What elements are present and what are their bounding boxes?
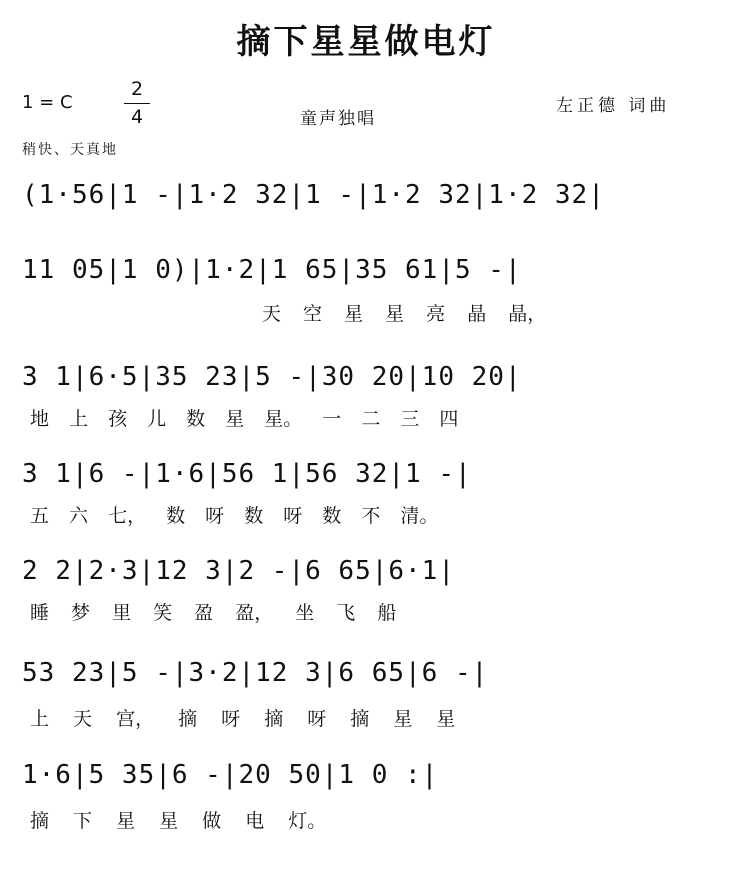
meter-top: 2 xyxy=(130,78,144,100)
tempo-marking: 稍快、天真地 xyxy=(22,142,118,158)
key-signature: 1 = C xyxy=(22,92,73,113)
lyrics: 上 天 宫， 摘 呀 摘 呀 摘 星 星 xyxy=(30,708,456,730)
score-line-2 xyxy=(0,255,732,325)
score-line-3 xyxy=(0,362,732,430)
notation: 2 2|2·3|12 3|2 -|6 65|6·1| xyxy=(22,556,455,586)
notation: 1·6|5 35|6 -|20 50|1 0 :| xyxy=(22,760,439,790)
notation: 3 1|6 -|1·6|56 1|56 32|1 -| xyxy=(22,459,472,489)
score-line-1 xyxy=(0,180,732,220)
lyrics: 五 六 七， 数 呀 数 呀 数 不 清。 xyxy=(30,505,439,527)
time-signature xyxy=(124,76,150,131)
lyrics: 地 上 孩 儿 数 星 星。 一 二 三 四 xyxy=(30,408,459,430)
score-line-6 xyxy=(0,658,732,730)
meter-bottom: 4 xyxy=(130,106,144,128)
lyrics: 睡 梦 里 笑 盈 盈， 坐 飞 船 xyxy=(30,602,397,624)
performance-note: 童声独唱 xyxy=(300,109,376,129)
credit: 左正德 词曲 xyxy=(556,96,671,116)
song-title: 摘下星星做电灯 xyxy=(236,22,496,62)
notation: 11 05|1 0)|1·2|1 65|35 61|5 -| xyxy=(22,255,522,285)
score-line-4 xyxy=(0,459,732,527)
notation: (1·56|1 -|1·2 32|1 -|1·2 32|1·2 32| xyxy=(22,180,605,210)
notation: 53 23|5 -|3·2|12 3|6 65|6 -| xyxy=(22,658,489,688)
score-line-7 xyxy=(0,760,732,832)
lyrics: 摘 下 星 星 做 电 灯。 xyxy=(30,810,327,832)
score-line-5 xyxy=(0,556,732,624)
notation: 3 1|6·5|35 23|5 -|30 20|10 20| xyxy=(22,362,522,392)
lyrics: 天 空 星 星 亮 晶 晶， xyxy=(262,303,547,325)
